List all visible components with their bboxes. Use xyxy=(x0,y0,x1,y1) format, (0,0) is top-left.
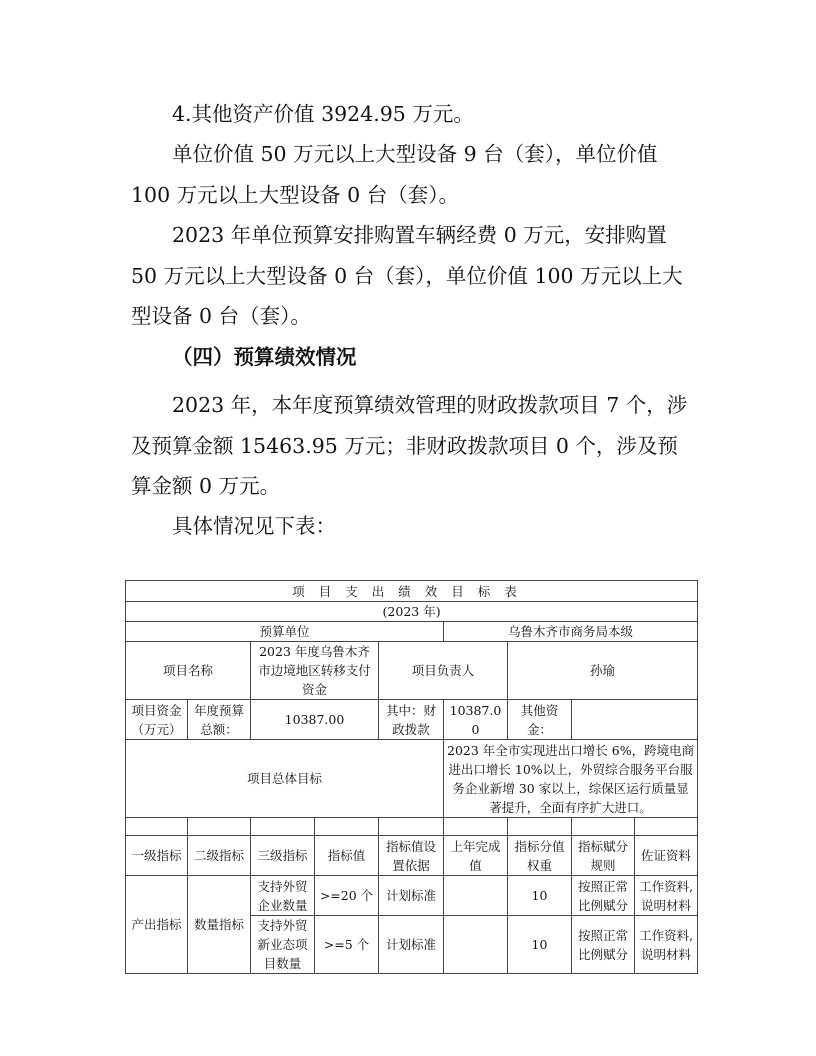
annual-budget-value: 10387.00 xyxy=(251,700,379,740)
table-row xyxy=(126,876,698,916)
indicator-weight: 10 xyxy=(508,916,572,974)
fiscal-funds-value: 10387.00 xyxy=(444,700,508,740)
header-scoring-rule: 指标赋分规则 xyxy=(572,836,635,876)
other-funds-label: 其他资金： xyxy=(508,700,572,740)
indicator-basis: 计划标准 xyxy=(379,916,444,974)
table-title: 项目支出绩效目标表 xyxy=(126,581,698,602)
evidence: 工作资料,说明材料 xyxy=(635,876,698,916)
paragraph-vehicle-budget: 2023 年单位预算安排购置车辆经费 0 万元，安排购置 50 万元以上大型设备 0 台（套），单位价值 100 万元以上大型设备 0 台（套）。 xyxy=(131,223,683,328)
performance-goal-table xyxy=(125,580,698,974)
paragraph-other-assets: 4.其他资产价值 3924.95 万元。 xyxy=(172,102,474,126)
indicator-basis: 计划标准 xyxy=(379,876,444,916)
scoring-rule: 按照正常比例赋分 xyxy=(572,876,635,916)
table-year: (2023 年) xyxy=(126,602,698,622)
level3-indicator: 支持外贸企业数量 xyxy=(251,876,315,916)
level2-indicator: 数量指标 xyxy=(188,876,251,974)
paragraph-equipment: 单位价值 50 万元以上大型设备 9 台（套），单位价值 100 万元以上大型设备 0 台（套）。 xyxy=(131,142,658,207)
section-heading: （四）预算绩效情况 xyxy=(172,345,357,369)
previous-value xyxy=(444,876,508,916)
blank-cell xyxy=(188,818,251,836)
level1-indicator: 产出指标 xyxy=(126,876,188,974)
blank-cell xyxy=(572,818,635,836)
evidence: 工作资料,说明材料 xyxy=(635,916,698,974)
header-indicator-value: 指标值 xyxy=(315,836,379,876)
annual-budget-label: 年度预算总额： xyxy=(188,700,251,740)
blank-cell xyxy=(251,818,315,836)
header-level1: 一级指标 xyxy=(126,836,188,876)
header-level3: 三级指标 xyxy=(251,836,315,876)
scoring-rule: 按照正常比例赋分 xyxy=(572,916,635,974)
project-owner-value: 孙瑜 xyxy=(508,642,698,700)
blank-cell xyxy=(315,818,379,836)
blank-cell xyxy=(635,818,698,836)
budget-unit-label: 预算单位 xyxy=(126,622,444,642)
paragraph-see-table: 具体情况见下表： xyxy=(172,514,336,538)
paragraph-performance: 2023 年，本年度预算绩效管理的财政拨款项目 7 个，涉及预算金额 15463.95 万元；非财政拨款项目 0 个，涉及预算金额 0 万元。 xyxy=(131,393,688,498)
blank-cell xyxy=(379,818,444,836)
overall-goal-label: 项目总体目标 xyxy=(126,740,444,818)
project-name-value: 2023 年度乌鲁木齐市边境地区转移支付资金 xyxy=(251,642,379,700)
funds-label: 项目资金（万元） xyxy=(126,700,188,740)
level3-indicator: 支持外贸新业态项目数量 xyxy=(251,916,315,974)
header-evidence: 佐证资料 xyxy=(635,836,698,876)
fiscal-funds-label: 其中：财政拨款 xyxy=(379,700,444,740)
indicator-value: >=5 个 xyxy=(315,916,379,974)
project-owner-label: 项目负责人 xyxy=(379,642,508,700)
indicator-weight: 10 xyxy=(508,876,572,916)
budget-unit-value: 乌鲁木齐市商务局本级 xyxy=(444,622,698,642)
blank-cell xyxy=(508,818,572,836)
header-weight: 指标分值权重 xyxy=(508,836,572,876)
previous-value xyxy=(444,916,508,974)
header-level2: 二级指标 xyxy=(188,836,251,876)
other-funds-value xyxy=(572,700,698,740)
blank-cell xyxy=(126,818,188,836)
indicator-value: >=20 个 xyxy=(315,876,379,916)
overall-goal-value: 2023 年全市实现进出口增长 6%，跨境电商进出口增长 10%以上，外贸综合服务平台服务企业新增 30 家以上，综保区运行质量显著提升，全面有序扩大进口。 xyxy=(444,740,698,818)
project-name-label: 项目名称 xyxy=(126,642,251,700)
header-previous-value: 上年完成值 xyxy=(444,836,508,876)
header-basis: 指标值设置依据 xyxy=(379,836,444,876)
blank-cell xyxy=(444,818,508,836)
